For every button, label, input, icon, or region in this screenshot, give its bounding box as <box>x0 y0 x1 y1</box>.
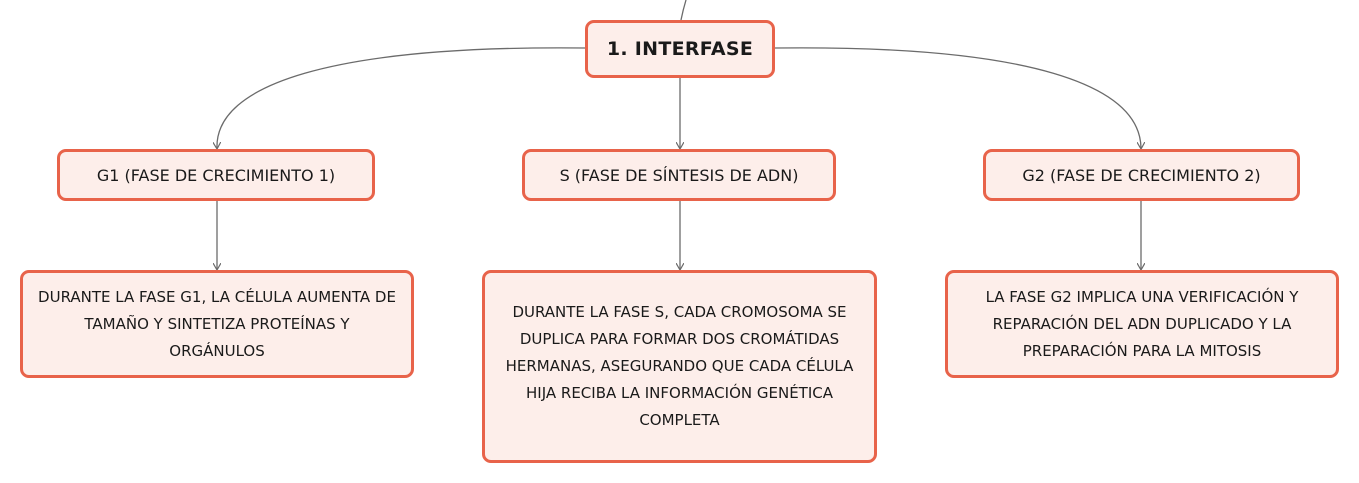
description-text: DURANTE LA FASE G1, LA CÉLULA AUMENTA DE TAMAÑO Y SINTETIZA PROTEÍNAS Y ORGÁNULOS <box>38 287 396 360</box>
connector-root-to-g2 <box>775 48 1141 148</box>
phase-node-label: G2 (FASE DE CRECIMIENTO 2) <box>1022 165 1261 185</box>
root-node-interfase[interactable] <box>585 20 775 78</box>
description-text: LA FASE G2 IMPLICA UNA VERIFICACIÓN Y REPARACIÓN DEL ADN DUPLICADO Y LA PREPARACIÓN PARA LA MITOSIS <box>985 287 1299 360</box>
phase-node-label: S (FASE DE SÍNTESIS DE ADN) <box>559 165 799 185</box>
description-node-g2[interactable] <box>945 270 1339 378</box>
connector-root-to-g1 <box>217 48 586 148</box>
description-text: DURANTE LA FASE S, CADA CROMOSOMA SE DUPLICA PARA FORMAR DOS CROMÁTIDAS HERMANAS, ASEGURANDO QUE CADA CÉLULA HIJA RECIBA LA INFORMACIÓN GENÉTICA COMPLETA <box>505 303 854 429</box>
description-node-g1[interactable] <box>20 270 414 378</box>
description-node-s[interactable] <box>482 270 877 463</box>
phase-node-g2[interactable] <box>983 149 1300 201</box>
root-node-label: 1. INTERFASE <box>606 38 754 60</box>
phase-node-g1[interactable] <box>57 149 375 201</box>
connector-parent-to-root <box>681 0 686 20</box>
phase-node-s[interactable] <box>522 149 836 201</box>
phase-node-label: G1 (FASE DE CRECIMIENTO 1) <box>96 165 336 185</box>
